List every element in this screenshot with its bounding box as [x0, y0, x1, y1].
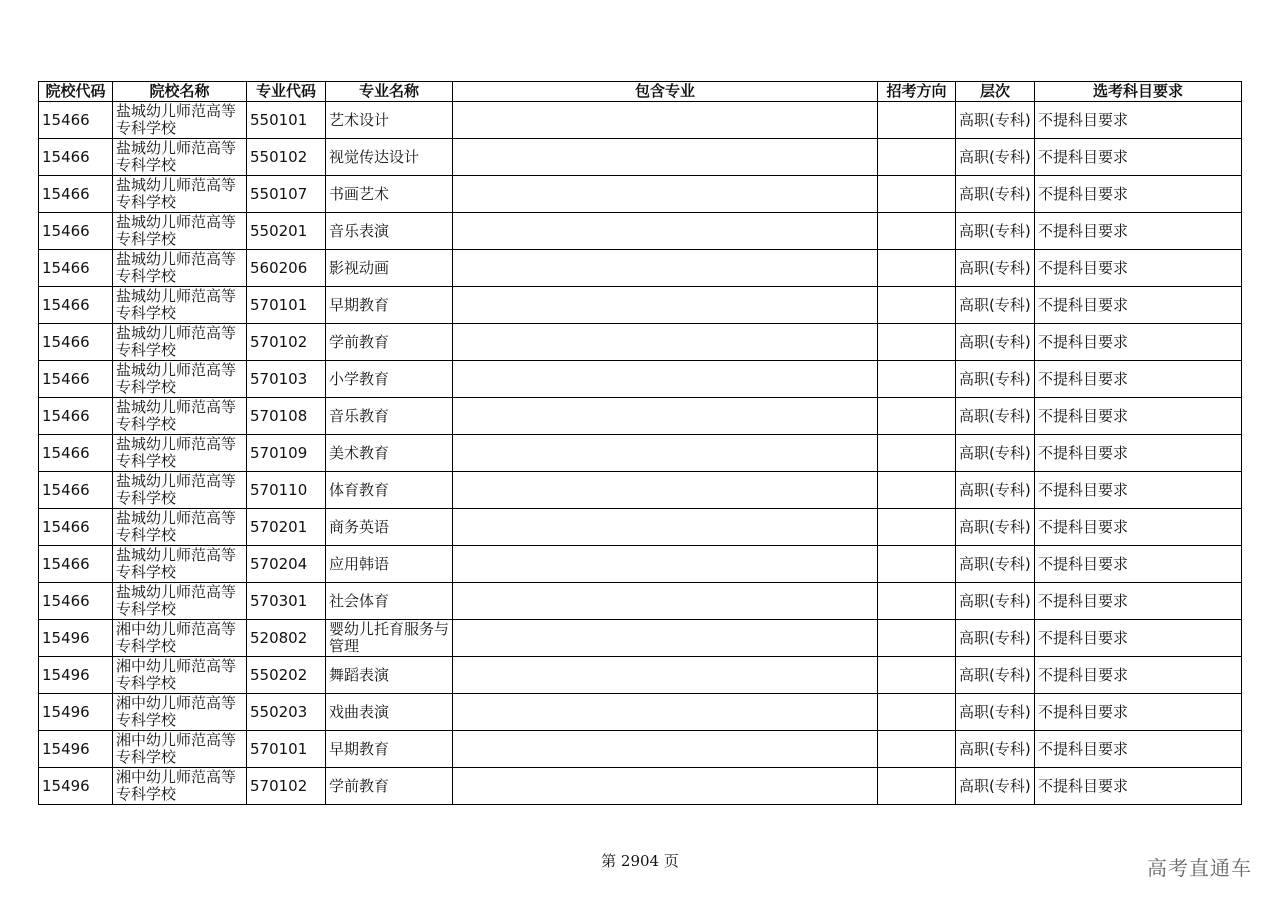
- table-row: [39, 657, 1242, 694]
- table-row: [39, 509, 1242, 546]
- level-cell: 高职(专科): [956, 731, 1035, 768]
- school-code-cell: 15466: [39, 398, 113, 435]
- level-cell: 高职(专科): [956, 657, 1035, 694]
- direction-cell: [878, 472, 956, 509]
- school-code-cell: 15466: [39, 324, 113, 361]
- table-row: [39, 287, 1242, 324]
- school-code-cell: 15496: [39, 620, 113, 657]
- direction-cell: [878, 509, 956, 546]
- direction-cell: [878, 546, 956, 583]
- included-majors-cell: [453, 287, 878, 324]
- table-row: [39, 250, 1242, 287]
- school-name-cell: 湘中幼儿师范高等专科学校: [113, 731, 247, 768]
- included-majors-cell: [453, 176, 878, 213]
- school-name-cell: 盐城幼儿师范高等专科学校: [113, 509, 247, 546]
- included-majors-cell: [453, 102, 878, 139]
- school-name-cell: 盐城幼儿师范高等专科学校: [113, 139, 247, 176]
- school-name-cell: 盐城幼儿师范高等专科学校: [113, 472, 247, 509]
- school-name-cell: 湘中幼儿师范高等专科学校: [113, 694, 247, 731]
- table-row: [39, 731, 1242, 768]
- table-row: [39, 768, 1242, 805]
- major-name-cell: 体育教育: [326, 472, 453, 509]
- header-row: [39, 82, 1242, 102]
- watermark-text: 高考直通车: [1147, 856, 1252, 880]
- level-cell: 高职(专科): [956, 102, 1035, 139]
- table-row: [39, 361, 1242, 398]
- level-cell: 高职(专科): [956, 250, 1035, 287]
- school-code-cell: 15466: [39, 509, 113, 546]
- school-code-cell: 15496: [39, 768, 113, 805]
- major-name-cell: 早期教育: [326, 731, 453, 768]
- level-cell: 高职(专科): [956, 583, 1035, 620]
- school-code-cell: 15496: [39, 731, 113, 768]
- table-row: [39, 213, 1242, 250]
- included-majors-cell: [453, 657, 878, 694]
- direction-cell: [878, 102, 956, 139]
- level-cell: 高职(专科): [956, 398, 1035, 435]
- included-majors-cell: [453, 361, 878, 398]
- school-code-cell: 15496: [39, 694, 113, 731]
- school-name-cell: 湘中幼儿师范高等专科学校: [113, 657, 247, 694]
- direction-cell: [878, 176, 956, 213]
- major-code-cell: 550107: [247, 176, 326, 213]
- col-header-direction: 招考方向: [878, 82, 956, 102]
- included-majors-cell: [453, 546, 878, 583]
- level-cell: 高职(专科): [956, 509, 1035, 546]
- included-majors-cell: [453, 324, 878, 361]
- school-code-cell: 15466: [39, 435, 113, 472]
- school-name-cell: 湘中幼儿师范高等专科学校: [113, 768, 247, 805]
- subject-requirement-cell: 不提科目要求: [1035, 694, 1242, 731]
- level-cell: 高职(专科): [956, 694, 1035, 731]
- school-name-cell: 盐城幼儿师范高等专科学校: [113, 398, 247, 435]
- major-name-cell: 学前教育: [326, 768, 453, 805]
- school-name-cell: 盐城幼儿师范高等专科学校: [113, 361, 247, 398]
- level-cell: 高职(专科): [956, 435, 1035, 472]
- table-row: [39, 324, 1242, 361]
- direction-cell: [878, 768, 956, 805]
- major-name-cell: 视觉传达设计: [326, 139, 453, 176]
- school-code-cell: 15496: [39, 657, 113, 694]
- school-code-cell: 15466: [39, 546, 113, 583]
- table-row: [39, 398, 1242, 435]
- school-name-cell: 盐城幼儿师范高等专科学校: [113, 250, 247, 287]
- direction-cell: [878, 435, 956, 472]
- level-cell: 高职(专科): [956, 176, 1035, 213]
- school-code-cell: 15466: [39, 139, 113, 176]
- level-cell: 高职(专科): [956, 213, 1035, 250]
- major-name-cell: 影视动画: [326, 250, 453, 287]
- included-majors-cell: [453, 472, 878, 509]
- major-name-cell: 小学教育: [326, 361, 453, 398]
- subject-requirement-cell: 不提科目要求: [1035, 324, 1242, 361]
- school-name-cell: 盐城幼儿师范高等专科学校: [113, 176, 247, 213]
- major-name-cell: 应用韩语: [326, 546, 453, 583]
- major-code-cell: 570102: [247, 324, 326, 361]
- included-majors-cell: [453, 768, 878, 805]
- direction-cell: [878, 324, 956, 361]
- major-name-cell: 戏曲表演: [326, 694, 453, 731]
- included-majors-cell: [453, 250, 878, 287]
- major-name-cell: 婴幼儿托育服务与管理: [326, 620, 453, 657]
- major-code-cell: 570110: [247, 472, 326, 509]
- direction-cell: [878, 694, 956, 731]
- included-majors-cell: [453, 694, 878, 731]
- major-name-cell: 美术教育: [326, 435, 453, 472]
- direction-cell: [878, 657, 956, 694]
- school-code-cell: 15466: [39, 102, 113, 139]
- included-majors-cell: [453, 583, 878, 620]
- col-header-included-majors: 包含专业: [453, 82, 878, 102]
- level-cell: 高职(专科): [956, 324, 1035, 361]
- col-header-major-code: 专业代码: [247, 82, 326, 102]
- school-code-cell: 15466: [39, 472, 113, 509]
- major-code-cell: 570204: [247, 546, 326, 583]
- included-majors-cell: [453, 731, 878, 768]
- major-code-cell: 560206: [247, 250, 326, 287]
- major-code-cell: 550201: [247, 213, 326, 250]
- school-name-cell: 盐城幼儿师范高等专科学校: [113, 213, 247, 250]
- col-header-subject-requirement: 选考科目要求: [1035, 82, 1242, 102]
- subject-requirement-cell: 不提科目要求: [1035, 398, 1242, 435]
- table-row: [39, 102, 1242, 139]
- school-code-cell: 15466: [39, 213, 113, 250]
- level-cell: 高职(专科): [956, 768, 1035, 805]
- subject-requirement-cell: 不提科目要求: [1035, 213, 1242, 250]
- table-row: [39, 620, 1242, 657]
- direction-cell: [878, 139, 956, 176]
- col-header-school-code: 院校代码: [39, 82, 113, 102]
- major-name-cell: 音乐表演: [326, 213, 453, 250]
- major-name-cell: 社会体育: [326, 583, 453, 620]
- school-name-cell: 盐城幼儿师范高等专科学校: [113, 287, 247, 324]
- direction-cell: [878, 287, 956, 324]
- major-code-cell: 550101: [247, 102, 326, 139]
- major-name-cell: 学前教育: [326, 324, 453, 361]
- table-row: [39, 176, 1242, 213]
- major-name-cell: 音乐教育: [326, 398, 453, 435]
- direction-cell: [878, 250, 956, 287]
- subject-requirement-cell: 不提科目要求: [1035, 176, 1242, 213]
- major-code-cell: 570108: [247, 398, 326, 435]
- included-majors-cell: [453, 398, 878, 435]
- level-cell: 高职(专科): [956, 361, 1035, 398]
- school-code-cell: 15466: [39, 287, 113, 324]
- major-code-cell: 570301: [247, 583, 326, 620]
- included-majors-cell: [453, 620, 878, 657]
- major-code-cell: 570109: [247, 435, 326, 472]
- major-name-cell: 舞蹈表演: [326, 657, 453, 694]
- school-name-cell: 湘中幼儿师范高等专科学校: [113, 620, 247, 657]
- major-code-cell: 550102: [247, 139, 326, 176]
- included-majors-cell: [453, 139, 878, 176]
- school-code-cell: 15466: [39, 176, 113, 213]
- direction-cell: [878, 620, 956, 657]
- included-majors-cell: [453, 213, 878, 250]
- subject-requirement-cell: 不提科目要求: [1035, 620, 1242, 657]
- major-name-cell: 书画艺术: [326, 176, 453, 213]
- table-body: [39, 102, 1242, 805]
- level-cell: 高职(专科): [956, 620, 1035, 657]
- level-cell: 高职(专科): [956, 472, 1035, 509]
- direction-cell: [878, 731, 956, 768]
- direction-cell: [878, 361, 956, 398]
- major-code-cell: 570101: [247, 731, 326, 768]
- direction-cell: [878, 398, 956, 435]
- col-header-level: 层次: [956, 82, 1035, 102]
- subject-requirement-cell: 不提科目要求: [1035, 509, 1242, 546]
- included-majors-cell: [453, 435, 878, 472]
- major-name-cell: 艺术设计: [326, 102, 453, 139]
- school-name-cell: 盐城幼儿师范高等专科学校: [113, 546, 247, 583]
- major-code-cell: 550202: [247, 657, 326, 694]
- school-code-cell: 15466: [39, 361, 113, 398]
- school-name-cell: 盐城幼儿师范高等专科学校: [113, 435, 247, 472]
- table-row: [39, 139, 1242, 176]
- school-name-cell: 盐城幼儿师范高等专科学校: [113, 583, 247, 620]
- subject-requirement-cell: 不提科目要求: [1035, 139, 1242, 176]
- school-code-cell: 15466: [39, 250, 113, 287]
- major-code-cell: 520802: [247, 620, 326, 657]
- subject-requirement-cell: 不提科目要求: [1035, 583, 1242, 620]
- subject-requirement-cell: 不提科目要求: [1035, 435, 1242, 472]
- admissions-table: [38, 81, 1242, 805]
- subject-requirement-cell: 不提科目要求: [1035, 731, 1242, 768]
- col-header-major-name: 专业名称: [326, 82, 453, 102]
- page-number: 第 2904 页: [601, 852, 679, 870]
- table-row: [39, 435, 1242, 472]
- major-code-cell: 570201: [247, 509, 326, 546]
- level-cell: 高职(专科): [956, 287, 1035, 324]
- subject-requirement-cell: 不提科目要求: [1035, 472, 1242, 509]
- table-row: [39, 583, 1242, 620]
- major-name-cell: 早期教育: [326, 287, 453, 324]
- subject-requirement-cell: 不提科目要求: [1035, 768, 1242, 805]
- level-cell: 高职(专科): [956, 139, 1035, 176]
- major-name-cell: 商务英语: [326, 509, 453, 546]
- subject-requirement-cell: 不提科目要求: [1035, 546, 1242, 583]
- table-row: [39, 546, 1242, 583]
- major-code-cell: 570102: [247, 768, 326, 805]
- table-row: [39, 694, 1242, 731]
- school-name-cell: 盐城幼儿师范高等专科学校: [113, 324, 247, 361]
- level-cell: 高职(专科): [956, 546, 1035, 583]
- school-code-cell: 15466: [39, 583, 113, 620]
- col-header-school-name: 院校名称: [113, 82, 247, 102]
- table-row: [39, 472, 1242, 509]
- subject-requirement-cell: 不提科目要求: [1035, 250, 1242, 287]
- subject-requirement-cell: 不提科目要求: [1035, 361, 1242, 398]
- school-name-cell: 盐城幼儿师范高等专科学校: [113, 102, 247, 139]
- direction-cell: [878, 213, 956, 250]
- direction-cell: [878, 583, 956, 620]
- major-code-cell: 550203: [247, 694, 326, 731]
- included-majors-cell: [453, 509, 878, 546]
- subject-requirement-cell: 不提科目要求: [1035, 287, 1242, 324]
- subject-requirement-cell: 不提科目要求: [1035, 657, 1242, 694]
- major-code-cell: 570101: [247, 287, 326, 324]
- subject-requirement-cell: 不提科目要求: [1035, 102, 1242, 139]
- major-code-cell: 570103: [247, 361, 326, 398]
